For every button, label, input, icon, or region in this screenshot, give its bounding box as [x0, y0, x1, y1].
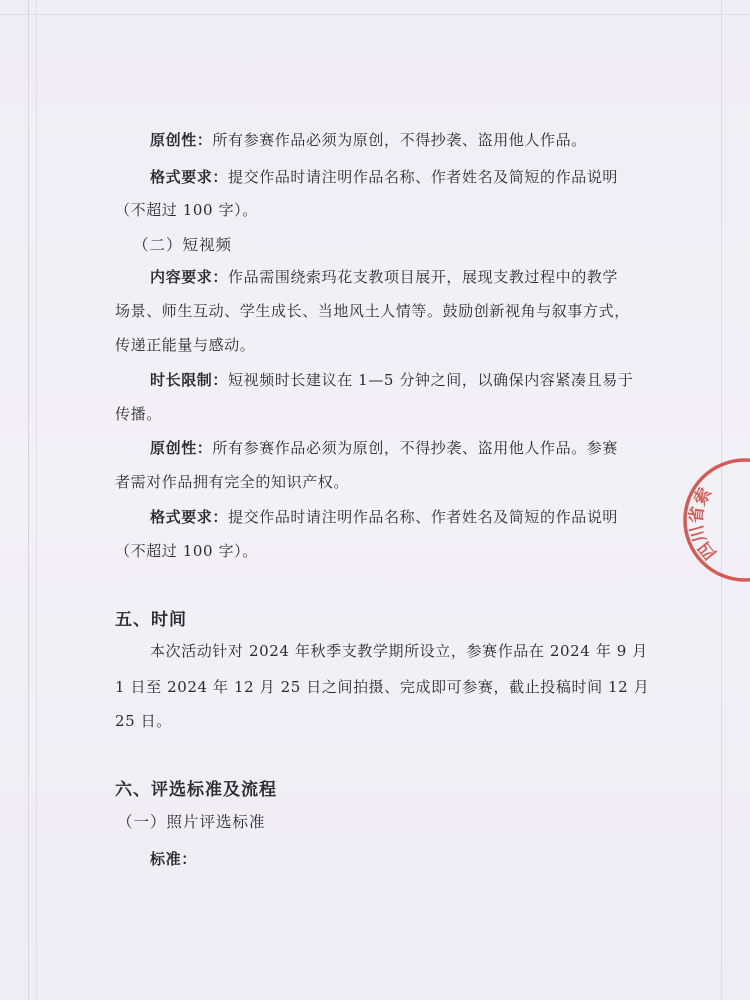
red-seal-stamp [680, 455, 750, 585]
duration-label: 时长限制： [150, 371, 229, 389]
content-label: 内容要求： [150, 268, 229, 286]
originality-label: 原创性： [150, 131, 213, 149]
originality-text: 所有参赛作品必须为原创，不得抄袭、盗用他人作品。参赛 [212, 439, 619, 457]
content-paragraph-cont: 传递正能量与感动。 [115, 336, 256, 354]
format-paragraph [150, 506, 618, 527]
format-paragraph-cont: （不超过 100 字）。 [115, 201, 258, 219]
content-paragraph [150, 266, 618, 287]
content-paragraph-cont: 场景、师生互动、学生成长、当地风土人情等。鼓励创新视角与叙事方式， [115, 302, 630, 320]
scan-edge-line [28, 0, 29, 1000]
scan-edge-line [0, 14, 750, 15]
originality-paragraph-cont: 者需对作品拥有完全的知识产权。 [115, 473, 350, 491]
format-paragraph [150, 166, 618, 187]
section-title-criteria: 六、评选标准及流程 [115, 780, 277, 800]
format-text: 提交作品时请注明作品名称、作者姓名及简短的作品说明 [228, 168, 619, 186]
svg-text:四川省索 [682, 483, 722, 565]
time-paragraph-cont: 1 日至 2024 年 12 月 25 日之间拍摄、完成即可参赛，截止投稿时间 12 月 [115, 678, 650, 696]
format-label: 格式要求： [150, 508, 229, 526]
originality-text: 所有参赛作品必须为原创，不得抄袭、盗用他人作品。 [212, 131, 587, 149]
standard-label: 标准： [150, 850, 197, 868]
format-paragraph-cont: （不超过 100 字）。 [115, 542, 258, 560]
time-paragraph: 本次活动针对 2024 年秋季支教学期所设立，参赛作品在 2024 年 9 月 [150, 642, 648, 660]
format-text: 提交作品时请注明作品名称、作者姓名及简短的作品说明 [228, 508, 619, 526]
originality-paragraph [150, 129, 587, 150]
time-paragraph-cont: 25 日。 [115, 712, 172, 730]
format-label: 格式要求： [150, 168, 229, 186]
seal-text: 四川省索 [686, 484, 721, 564]
originality-paragraph [150, 437, 618, 458]
duration-paragraph [150, 369, 633, 390]
duration-text: 短视频时长建议在 1—5 分钟之间，以确保内容紧凑且易于 [228, 371, 634, 389]
photo-criteria-subheading: （一）照片评选标准 [117, 813, 266, 831]
duration-paragraph-cont: 传播。 [115, 405, 162, 423]
originality-label: 原创性： [150, 439, 213, 457]
scan-edge-line [36, 0, 37, 1000]
section-title-time: 五、时间 [115, 610, 187, 630]
content-text: 作品需围绕索玛花支教项目展开，展现支教过程中的教学 [228, 268, 619, 286]
video-subheading: （二）短视频 [133, 236, 233, 254]
